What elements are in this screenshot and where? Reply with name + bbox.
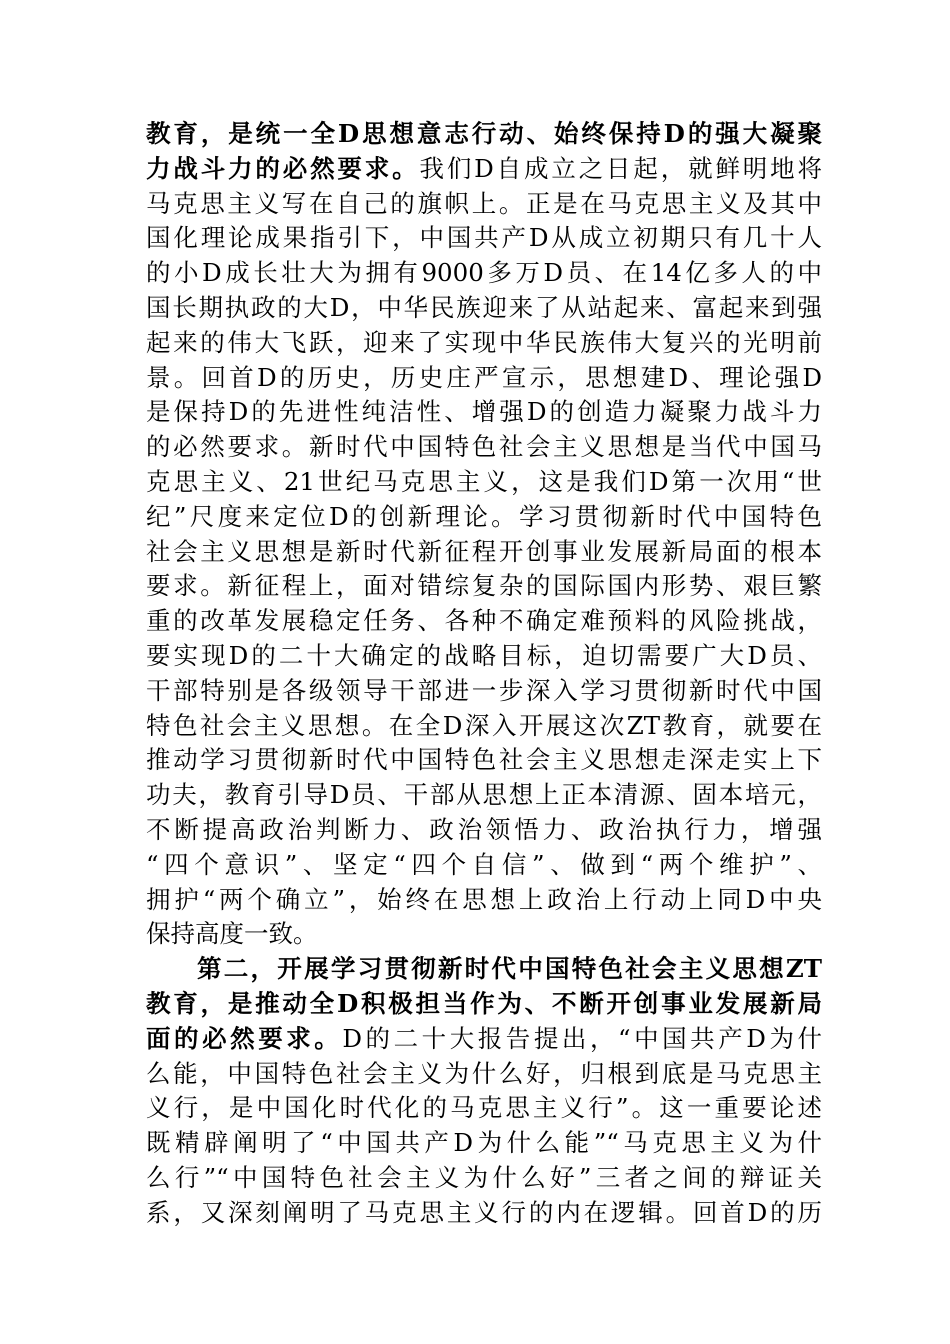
text-line (146, 987, 822, 1022)
text-line (146, 1057, 822, 1092)
text-line (146, 430, 822, 465)
bold-text-run: 教育，是推动全D积极担当作为、不断开创事业发展新局 (146, 988, 822, 1018)
document-body (146, 117, 822, 1231)
text-line (146, 1126, 822, 1161)
bold-text-run: 教育，是统一全D思想意志行动、始终保持D的强大凝聚 (146, 119, 822, 148)
text-run: 社会主义思想是新时代新征程开创事业发展新局面的根本 (146, 536, 822, 566)
text-line (146, 883, 822, 918)
text-line (146, 917, 822, 952)
text-run: 是保持D的先进性纯洁性、增强D的创造力凝聚力战斗力 (146, 397, 822, 427)
text-run: 么能，中国特色社会主义为什么好，归根到底是马克思主 (146, 1058, 822, 1088)
text-line (146, 674, 822, 709)
text-run: 景。回首D的历史，历史庄严宣示，思想建D、理论强D (146, 362, 822, 392)
text-line (146, 361, 822, 396)
text-run: 特色社会主义思想。在全D深入开展这次ZT教育，就要在 (146, 710, 822, 740)
paragraph-2 (146, 952, 822, 1230)
text-line (146, 778, 822, 813)
text-run: 既精辟阐明了“中国共产D为什么能”“马克思主义为什 (146, 1128, 822, 1158)
text-run: 克思主义、21世纪马克思主义，这是我们D第一次用“世 (146, 466, 822, 496)
text-run: 功夫，教育引导D员、干部从思想上正本清源、固本培元， (146, 780, 822, 810)
text-run: 要实现D的二十大确定的战略目标，迫切需要广大D员、 (146, 640, 822, 670)
text-line (146, 535, 822, 570)
text-run: D的二十大报告提出，“中国共产D为什 (342, 1023, 823, 1053)
bold-text-run: 力战斗力的必然要求。 (146, 153, 420, 183)
text-run: 系，又深刻阐明了马克思主义行的内在逻辑。回首D的历 (146, 1197, 822, 1227)
text-run: 我们D自成立之日起，就鲜明地将 (419, 153, 822, 183)
bold-text-run: 面的必然要求。 (146, 1023, 343, 1053)
text-line (146, 709, 822, 744)
text-run: “四个意识”、坚定“四个自信”、做到“两个维护”、 (146, 849, 822, 879)
text-run: 么行”“中国特色社会主义为什么好”三者之间的辩证关 (146, 1162, 822, 1192)
text-line (146, 221, 822, 256)
text-run: 国化理论成果指引下，中国共产D从成立初期只有几十人 (146, 223, 822, 253)
text-line (146, 604, 822, 639)
text-run: 推动学习贯彻新时代中国特色社会主义思想走深走实上下 (146, 745, 822, 775)
text-run: 的必然要求。新时代中国特色社会主义思想是当代中国马 (146, 432, 822, 462)
text-run: 国长期执政的大D，中华民族迎来了从站起来、富起来到强 (146, 292, 822, 322)
text-run: 拥护“两个确立”，始终在思想上政治上行动上同D中央 (146, 884, 822, 914)
text-run: 纪”尺度来定位D的创新理论。学习贯彻新时代中国特色 (146, 501, 822, 531)
text-run: 义行，是中国化时代化的马克思主义行”。这一重要论述 (146, 1093, 822, 1123)
text-line (146, 952, 822, 987)
text-line (146, 117, 822, 152)
text-line (146, 1196, 822, 1231)
text-line (146, 1161, 822, 1196)
text-line (146, 152, 822, 187)
text-run: 保持高度一致。 (146, 919, 318, 949)
text-line (146, 326, 822, 361)
text-line (146, 1091, 822, 1126)
text-line (146, 639, 822, 674)
text-line (146, 743, 822, 778)
text-line (146, 395, 822, 430)
text-run: 重的改革发展稳定任务、各种不确定难预料的风险挑战， (146, 606, 822, 636)
text-run: 不断提高政治判断力、政治领悟力、政治执行力，增强 (146, 814, 822, 844)
paragraph-1 (146, 117, 822, 952)
text-line (146, 187, 822, 222)
text-run: 马克思主义写在自己的旗帜上。正是在马克思主义及其中 (146, 188, 822, 218)
text-run: 的小D成长壮大为拥有9000多万D员、在14亿多人的中 (146, 258, 822, 288)
text-line (146, 813, 822, 848)
text-line (146, 500, 822, 535)
text-line (146, 465, 822, 500)
text-line (146, 291, 822, 326)
text-line (146, 256, 822, 291)
text-line (146, 569, 822, 604)
text-run: 干部特别是各级领导干部进一步深入学习贯彻新时代中国 (146, 675, 822, 705)
text-run: 起来的伟大飞跃，迎来了实现中华民族伟大复兴的光明前 (146, 327, 822, 357)
text-run: 要求。新征程上，面对错综复杂的国际国内形势、艰巨繁 (146, 571, 822, 601)
text-line (146, 848, 822, 883)
bold-text-run: 第二，开展学习贯彻新时代中国特色社会主义思想ZT (197, 954, 822, 984)
text-line (146, 1022, 822, 1057)
